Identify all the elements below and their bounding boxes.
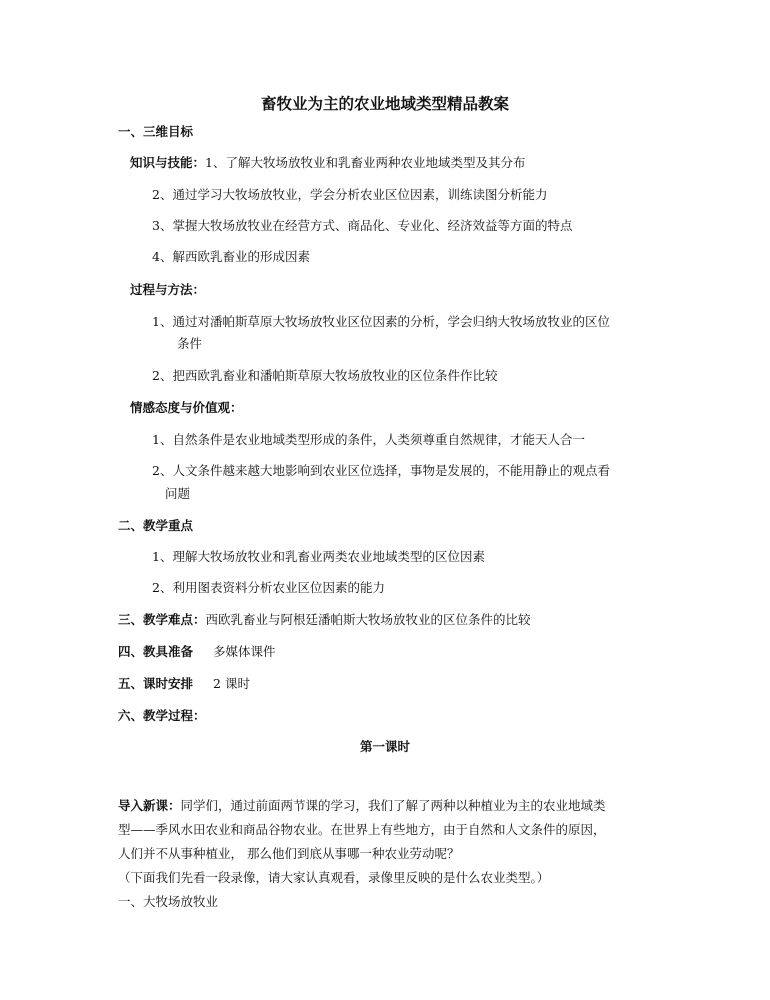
document-title: 畜牧业为主的农业地域类型精品教案 (260, 94, 509, 113)
intro-line (118, 798, 606, 814)
process-item: 2、把西欧乳畜业和潘帕斯草原大牧场放牧业的区位条件作比较 (152, 368, 498, 383)
knowledge-item: 2、通过学习大牧场放牧业，学会分析农业区位因素，训练读图分析能力 (152, 187, 548, 202)
knowledge-skills-line (130, 155, 525, 171)
key-point-item: 1、理解大牧场放牧业和乳畜业两类农业地域类型的区位因素 (152, 549, 485, 564)
intro-text: （下面我们先看一段录像，请大家认真观看，录像里反映的是什么农业类型。） (118, 870, 550, 885)
emotion-item: 2、人文条件越来越大地影响到农业区位选择，事物是发展的，不能用静止的观点看 (152, 463, 610, 478)
section-3-heading: 三、教学难点： (118, 612, 206, 627)
intro-label: 导入新课： (118, 798, 181, 813)
teaching-aids-text: 多媒体课件 (213, 644, 276, 659)
intro-text: 同学们，通过前面两节课的学习，我们了解了两种以种植业为主的农业地域类 (180, 798, 606, 813)
knowledge-item: 3、掌握大牧场放牧业在经营方式、商品化、专业化、经济效益等方面的特点 (152, 218, 573, 233)
difficulty-text: 西欧乳畜业与阿根廷潘帕斯大牧场放牧业的区位条件的比较 (205, 612, 531, 627)
section-2-heading: 二、教学重点 (118, 518, 194, 533)
intro-text: 人们并不从事种植业， 那么他们到底从事哪一种农业劳动呢？ (118, 846, 460, 861)
intro-text: 型——季风水田农业和商品谷物农业。在世界上有些地方，由于自然和人文条件的原因， (118, 822, 606, 837)
emotion-values-label: 情感态度与价值观： (130, 400, 243, 415)
knowledge-item: 4、解西欧乳畜业的形成因素 (152, 249, 310, 264)
section-3-line (118, 612, 531, 628)
section-5-heading: 五、课时安排 (118, 676, 194, 691)
emotion-item: 1、自然条件是农业地域类型形成的条件，人类须尊重自然规律，才能天人合一 (152, 432, 585, 447)
lesson-heading: 第一课时 (359, 739, 410, 754)
section-1-heading: 一、三维目标 (118, 124, 194, 139)
subsection-heading: 一、大牧场放牧业 (118, 894, 219, 909)
knowledge-item: 1、了解大牧场放牧业和乳畜业两种农业地域类型及其分布 (205, 155, 526, 170)
section-5-line (118, 676, 250, 692)
process-item: 1、通过对潘帕斯草原大牧场放牧业区位因素的分析，学会归纳大牧场放牧业的区位 (152, 314, 610, 329)
knowledge-skills-label: 知识与技能： (130, 155, 206, 170)
class-hours-text: 2 课时 (213, 676, 250, 691)
key-point-item: 2、利用图表资料分析农业区位因素的能力 (152, 580, 385, 595)
section-4-line (118, 644, 276, 660)
process-item-continued: 条件 (177, 336, 203, 351)
section-6-heading: 六、教学过程： (118, 708, 206, 723)
process-method-label: 过程与方法： (130, 282, 206, 297)
emotion-item-continued: 问题 (165, 486, 191, 501)
section-4-heading: 四、教具准备 (118, 644, 194, 659)
